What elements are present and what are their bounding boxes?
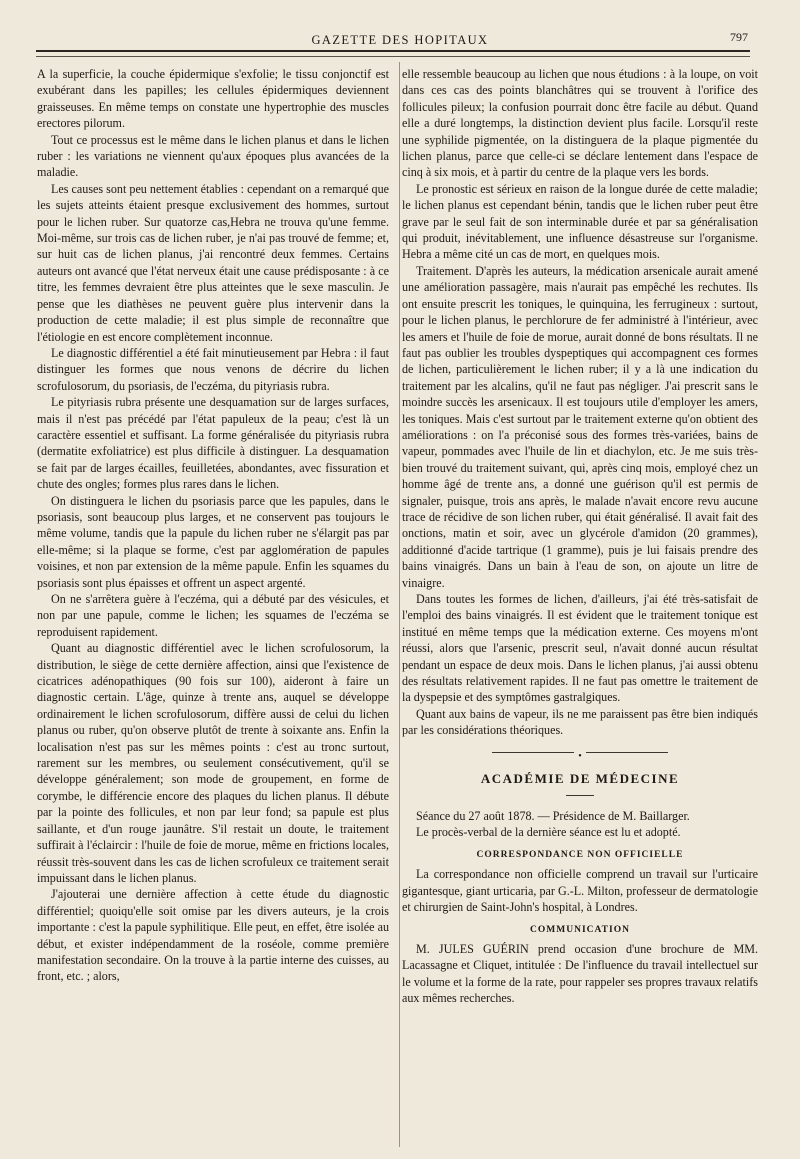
right-column [402, 66, 758, 1007]
paragraph: Traitement. D'après les auteurs, la médication arsenicale aurait amené une amélioration passagère, mais n'aurait pas empêché les rechutes. Ils ont ensuite prescrit les toniques, le quinquina, les ferrugineux : surtout, pour le lichen planus, le perchlorure de fer administré à l'intérieur, avec les amers et l'huile de foie de morue, aurait donné de bons résultats. Il ne faut pas oublier les troubles dyspeptiques qui accompagnent ces formes de lichen, particulièrement le lichen ruber; il y a là une indication du traitement par les alcalins, qu'il ne faut pas négliger. J'ai prescrit sans le moindre succès les arsenicaux. Il est toujours utile d'employer les amers, les toniques. Mais c'est surtout par le traitement externe qu'on obtient des améliorations : on l'a préconisé sous des formes très-variées, bains de vapeur, pommades avec l'huile de lin et diachylon, etc. Je me suis très-bien trouvé du traitement suivant, qui, après cinq mois, employé chez un homme âgé de trente ans, a donné une guérison qu'il est permis de signaler, puisque, trois ans après, le malade n'avait encore revu aucune trace de récidive de son lichen ruber, qui était généralisé. Il avait fait des onctions, matin et soir, avec un glycérole d'amidon (20 grammes), additionné d'acide tartrique (1 gramme), puis je lui faisais prendre des bains vinaigrés. Dans un bain à l'eau de son, on ajoute un litre de vinaigre. [402, 263, 758, 590]
paragraph: Quant au diagnostic différentiel avec le lichen scrofulosorum, la distribution, le siège de cette dernière affection, ainsi que l'existence de cicatrices adénopathiques (90 fois sur 100), aideront à faire un diagnostic certain. L'âge, quinze à trente ans, auquel se développe ordinairement le lichen scrofulosorum, diffère aussi de celui du lichen planus ou ruber, qu'on observe plutôt de trente à soixante ans. Enfin la localisation n'est pas sur les mêmes points : c'est au tronc surtout, rarement sur les membres, ou seulement consécutivement, qu'il se développe généralement; son mode de groupement, en forme de corymbe, le différencie encore des plaques du lichen planus. Il débute par la pointe des follicules, et non par leur fond; sa papule est plus saillante, et d'un rouge jaunâtre. S'il restait un doute, le traitement suffirait à l'éclaircir : l'huile de foie de morue, même en frictions locales, réussit très-souvent dans les cas de lichen scrofuleux ce traitement serait impuissant dans le lichen planus. [37, 641, 389, 885]
subheading-communication: COMMUNICATION [530, 924, 630, 935]
paragraph: elle ressemble beaucoup au lichen que nous étudions : à la loupe, on voit dans ces cas des points blanchâtres qui se trouvent à l'orifice des follicules pileux; la confusion pourrait donc être facile au début. Quand elle a duré longtemps, la distinction devient plus facile. Lorsqu'il reste une syphilide pigmentée, on la distinguera de la plaque pigmentée du lichen planus, parce que celle-ci se déclare lentement dans l'espace de cinq à six mois, et à partir du centre de la plaque vers les bords. [402, 67, 758, 180]
paragraph: Le pronostic est sérieux en raison de la longue durée de cette maladie; le lichen planus est cependant bénin, tandis que le lichen ruber peut être grave par le seul fait de son interminable durée et par sa généralisation qui produit, inévitablement, une influence désastreuse sur l'organisme. Hebra a même cité un cas de mort, en quelques mois. [402, 181, 758, 262]
paragraph: Quant aux bains de vapeur, ils ne me paraissent pas être bien indiqués par les considérations théoriques. [402, 706, 758, 738]
column-divider [399, 62, 400, 1147]
page-number: 797 [730, 30, 748, 44]
ornament-glyph: • [574, 751, 586, 762]
paragraph: Le diagnostic différentiel a été fait minutieusement par Hebra : il faut distinguer les formes que nous venons de décrire du lichen scrofulosorum, du psoriasis, de l'eczéma, du pityriasis rubra. [37, 345, 389, 393]
paragraph: On distinguera le lichen du psoriasis parce que les papules, dans le psoriasis, sont beaucoup plus larges, et ne conservent pas toujours le même volume, tandis que la papule du lichen ruber ne s'élargit pas par elle-même; si la plaque se forme, c'est par agglomération de papules voisines, et non par extension de la même papule. Enfin les squames du psoriasis sont plus épaisses et offrent un aspect argenté. [37, 493, 389, 590]
session-line: Séance du 27 août 1878. — Présidence de M. Baillarger. [416, 809, 690, 824]
paragraph: A la superficie, la couche épidermique s'exfolie; le tissu conjonctif est exubérant dans les papilles; les cellules épidermiques deviennent graisseuses. En même temps on constate une hypertrophie des muscles erectores pilorum. [37, 67, 389, 131]
section-ornament [402, 747, 758, 762]
title-rule [566, 795, 594, 796]
section-title: ACADÉMIE DE MÉDECINE [480, 770, 680, 786]
paragraph: J'ajouterai une dernière affection à cette étude du diagnostic différentiel; quoiqu'elle soit omise par les divers auteurs, je la crois importante : c'est la papule syphilitique. Elle peut, en effet, être isolée au début, et exister indépendamment de la roséole, comme première manifestation secondaire. On la trouve à la partie interne des cuisses, au front, etc. ; alors, [37, 887, 389, 984]
paragraph: On ne s'arrêtera guère à l'eczéma, qui a débuté par des vésicules, et non par une papule, comme le lichen; les squames de l'eczéma se reproduisent rapidement. [37, 592, 389, 639]
left-column [37, 66, 389, 985]
paragraph: Le pityriasis rubra présente une desquamation sur de larges surfaces, mais il n'est pas précédé par l'état papuleux de la peau; c'est là un caractère essentiel et suffisant. La forme généralisée du pityriasis rubra (dermatite exfoliatrice) est plus difficile à distinguer. La desquamation se fait par de larges écailles, feuilletées, abondantes, avec fissuration et chute des ongles; formes plus rares dans le lichen. [37, 395, 389, 492]
paragraph: Les causes sont peu nettement établies : cependant on a remarqué que les sujets atteints étaient presque exclusivement des hommes, surtout pour le lichen ruber. Sur quatorze cas,Hebra ne trouva qu'une femme. Moi-même, sur trois cas de lichen ruber, je n'ai pas trouvé de femme; et, sur huit cas de lichen planus, j'ai rencontré deux femmes. Certains auteurs ont avancé que l'état nerveux était une cause prédisposante : à ce titre, les femmes devraient être plus atteintes que le sexe masculin. Je pense que les diathèses ne peuvent guère plus intervenir dans la production de cette maladie; il est plus simple de reconnaître que l'étiologie en est encore complètement inconnue. [37, 181, 389, 344]
paragraph: Dans toutes les formes de lichen, d'ailleurs, j'ai été très-satisfait de l'emploi des bains vinaigrés. Il est évident que le traitement tonique est institué en même temps que la médication externe. Ces moyens m'ont réussi, alors que l'arsenic, prescrit seul, n'avait donné aucun résultat pendant un espace de deux mois. Dans le lichen planus, j'ai aussi obtenu des résultats relativement rapides. Il ne faut pas omettre le traitement de la dyspepsie et des symptômes gastralgiques. [402, 592, 758, 705]
paragraph: M. JULES GUÉRIN prend occasion d'une brochure de MM. Lacassagne et Cliquet, intitulée : De l'influence du travail intellectuel sur le volume et la forme de la rate, pour rappeler ses propres travaux relatifs aux mêmes recherches. [402, 941, 758, 1006]
header-rule [36, 50, 750, 52]
paragraph: La correspondance non officielle comprend un travail sur l'urticaire gigantesque, giant urticaria, par G.-L. Milton, professeur de dermatologie et chirurgien de Saint-John's hospital, à Londres. [402, 867, 758, 915]
header-rule-thin [36, 56, 750, 57]
subheading-correspondance: CORRESPONDANCE NON OFFICIELLE [476, 849, 684, 860]
paragraph: Tout ce processus est le même dans le lichen planus et dans le lichen ruber : les variations ne viennent qu'aux époques plus avancées de la maladie. [37, 132, 389, 180]
masthead-title: GAZETTE DES HOPITAUX [311, 33, 489, 47]
minutes-line: Le procès-verbal de la dernière séance est lu et adopté. [416, 825, 681, 840]
